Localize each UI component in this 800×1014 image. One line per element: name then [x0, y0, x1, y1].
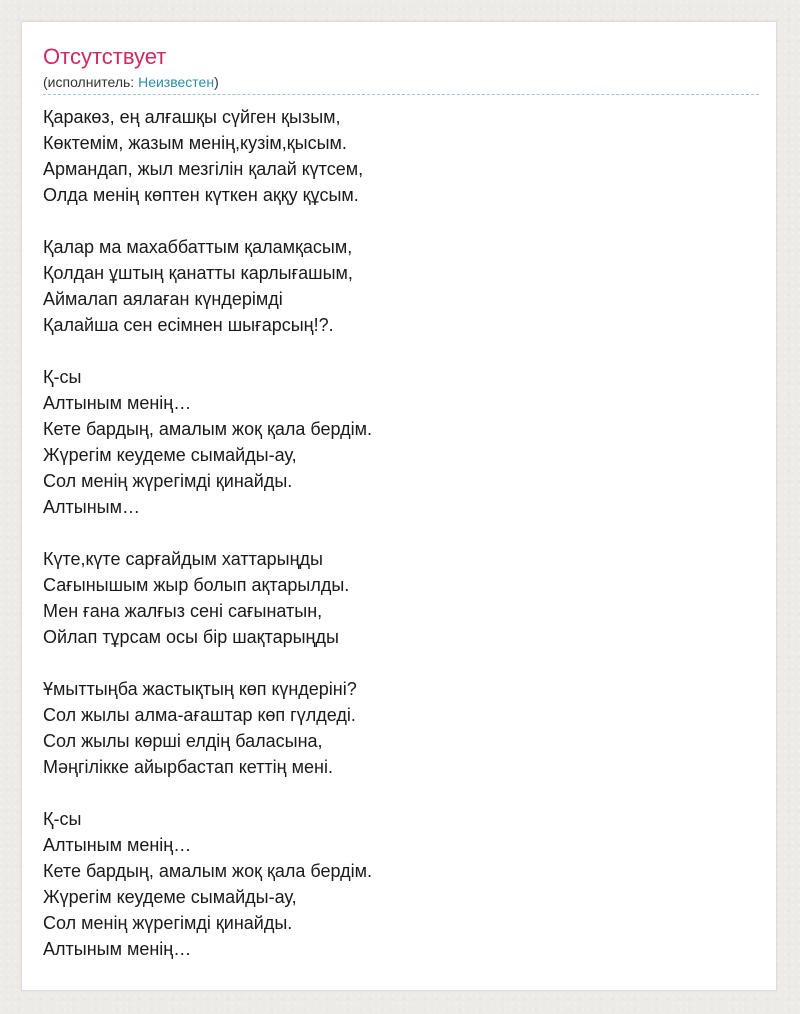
lyric-line: Кете бардың, амалым жоқ қала бердім.	[43, 419, 372, 439]
lyrics-stanza	[43, 806, 759, 962]
lyric-line: Сағынышым жыр болып ақтарылды.	[43, 575, 350, 595]
lyric-line: Қалайша сен есімнен шығарсың!?.	[43, 315, 334, 335]
lyric-line: Сол менің жүрегімді қинайды.	[43, 913, 293, 933]
lyric-line: Ұмыттыңба жастықтың көп күндеріні?	[43, 679, 357, 699]
lyric-line: Қ-сы	[43, 809, 82, 829]
lyric-line: Алтыным…	[43, 497, 140, 517]
song-title: Отсутствует	[43, 44, 167, 69]
artist-line	[43, 73, 219, 91]
lyric-line: Көктемім, жазым менің,кузім,қысым.	[43, 133, 347, 153]
lyric-line: Ойлап тұрсам осы бір шақтарыңды	[43, 627, 339, 647]
lyrics-body	[43, 104, 759, 988]
lyric-line: Жүрегім кеудеме сымайды-ау,	[43, 445, 297, 465]
title-divider	[43, 94, 759, 95]
lyrics-stanza	[43, 676, 759, 780]
artist-prefix: (исполнитель:	[43, 74, 139, 90]
lyric-line: Мен ғана жалғыз сені сағынатын,	[43, 601, 323, 621]
lyric-line: Қ-сы	[43, 367, 82, 387]
lyric-line: Қалар ма махаббаттым қаламқасым,	[43, 237, 353, 257]
lyric-line: Сол жылы алма-ағаштар көп гүлдеді.	[43, 705, 356, 725]
lyrics-stanza	[43, 234, 759, 338]
lyric-line: Қолдан ұштың қанатты карлығашым,	[43, 263, 353, 283]
lyrics-stanza	[43, 104, 759, 208]
lyric-line: Мәңгілікке айырбастап кеттің мені.	[43, 757, 333, 777]
lyric-line: Алтыным менің…	[43, 393, 192, 413]
lyrics-card	[21, 21, 777, 991]
lyric-line: Сол менің жүрегімді қинайды.	[43, 471, 293, 491]
lyric-line: Алтыным менің…	[43, 835, 192, 855]
lyric-line: Жүрегім кеудеме сымайды-ау,	[43, 887, 297, 907]
lyric-line: Аймалап аялаған күндерімді	[43, 289, 283, 309]
lyric-line: Армандап, жыл мезгілін қалай күтсем,	[43, 159, 364, 179]
lyrics-stanza	[43, 546, 759, 650]
lyric-line: Олда менің көптен күткен аққу құсым.	[43, 185, 359, 205]
lyric-line: Сол жылы көрші елдің баласына,	[43, 731, 323, 751]
artist-link[interactable]: Неизвестен	[138, 74, 215, 90]
lyric-line: Кете бардың, амалым жоқ қала бердім.	[43, 861, 372, 881]
artist-suffix: )	[214, 74, 219, 90]
lyric-line: Алтыным менің…	[43, 939, 192, 959]
lyric-line: Қаракөз, ең алғашқы сүйген қызым,	[43, 107, 341, 127]
lyric-line: Күте,күте сарғайдым хаттарыңды	[43, 549, 323, 569]
lyrics-stanza	[43, 364, 759, 520]
